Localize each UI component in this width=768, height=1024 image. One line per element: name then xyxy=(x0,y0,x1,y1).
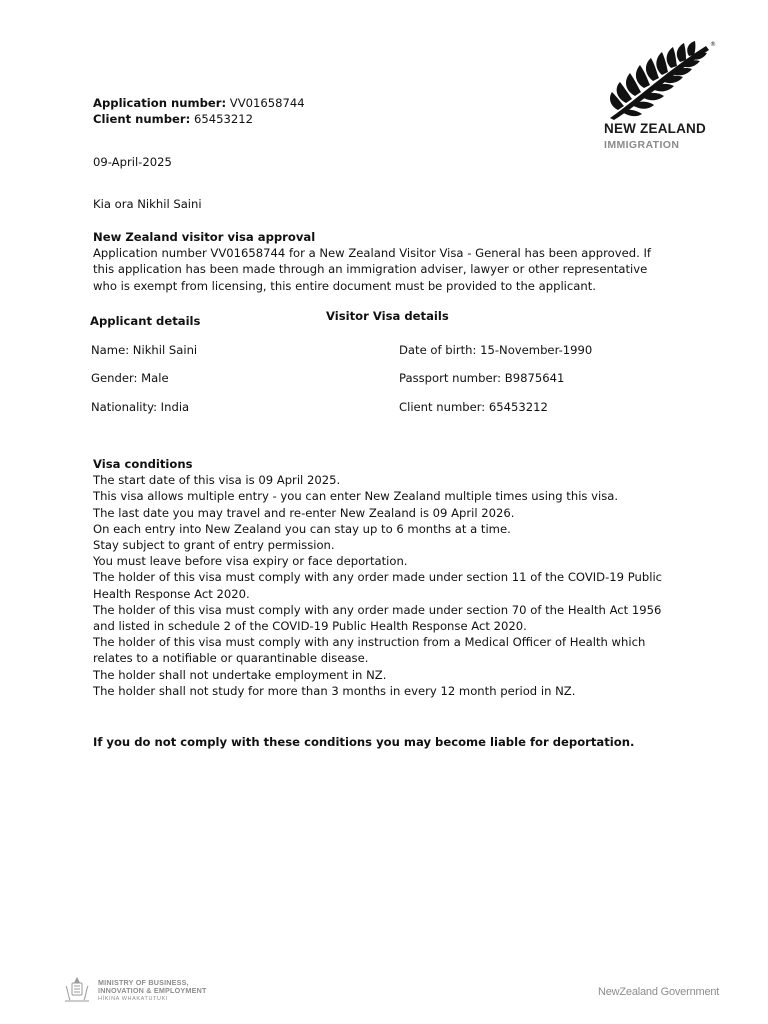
coat-of-arms-icon xyxy=(62,976,92,1004)
logo-text-new-zealand: NEW ZEALAND xyxy=(604,121,706,136)
mbie-logo xyxy=(62,974,242,1006)
applicant-gender: Gender: Male xyxy=(91,371,169,385)
condition-line: Stay subject to grant of entry permission. xyxy=(93,538,335,553)
condition-line: The start date of this visa is 09 April 2025. xyxy=(93,473,341,488)
approval-line: this application has been made through an immigration adviser, lawyer or other representative xyxy=(93,262,648,277)
condition-line: The last date you may travel and re-enter New Zealand is 09 April 2026. xyxy=(93,505,515,520)
silver-fern-icon xyxy=(606,40,718,120)
logo-text-immigration: IMMIGRATION xyxy=(604,139,680,151)
trademark-mark: ® xyxy=(710,41,716,48)
applicant-details-heading: Applicant details xyxy=(90,314,201,328)
details-client-number: Client number: 65453212 xyxy=(399,400,548,414)
client-number-value: 65453212 xyxy=(193,112,253,126)
applicant-nationality: Nationality: India xyxy=(91,400,190,414)
visa-conditions-heading: Visa conditions xyxy=(93,457,193,471)
applicant-name: Name: Nikhil Saini xyxy=(91,343,198,357)
visitor-visa-details-heading: Visitor Visa details xyxy=(326,309,449,323)
application-number-line xyxy=(93,95,305,111)
mbie-text xyxy=(98,979,207,1003)
condition-line: and listed in schedule 2 of the COVID-19 Public Health Response Act 2020. xyxy=(93,619,527,634)
date-of-birth: Date of birth: 15-November-1990 xyxy=(399,343,593,357)
deportation-warning: If you do not comply with these conditions you may become liable for deportation. xyxy=(93,735,635,749)
condition-line: You must leave before visa expiry or face deportation. xyxy=(93,554,408,569)
mbie-line2: INNOVATION & EMPLOYMENT xyxy=(98,986,207,995)
nz-immigration-logo xyxy=(604,40,724,155)
condition-line: The holder of this visa must comply with any order made under section 70 of the Health Act 1956 xyxy=(93,602,662,617)
passport-number: Passport number: B9875641 xyxy=(399,371,565,385)
condition-line: The holder shall not study for more than 3 months in every 12 month period in NZ. xyxy=(93,683,576,698)
approval-line: who is exempt from licensing, this entire document must be provided to the applicant. xyxy=(93,278,596,293)
greeting: Kia ora Nikhil Saini xyxy=(93,197,202,211)
approval-heading: New Zealand visitor visa approval xyxy=(93,230,316,244)
condition-line: This visa allows multiple entry - you can enter New Zealand multiple times using this visa. xyxy=(93,489,619,504)
mbie-line1: MINISTRY OF BUSINESS, xyxy=(98,978,189,987)
application-number-label: Application number: xyxy=(93,96,227,110)
client-number-label: Client number: xyxy=(93,112,191,126)
condition-line: The holder of this visa must comply with any instruction from a Medical Officer of Health which xyxy=(93,635,646,650)
condition-line: The holder shall not undertake employment in NZ. xyxy=(93,667,387,682)
condition-line: On each entry into New Zealand you can stay up to 6 months at a time. xyxy=(93,521,511,536)
condition-line: The holder of this visa must comply with any order made under section 11 of the COVID-19 Public xyxy=(93,570,663,585)
visa-conditions-section xyxy=(93,456,693,699)
condition-line: Health Response Act 2020. xyxy=(93,586,250,601)
nz-government-logo: NewZealand Government xyxy=(598,986,720,998)
client-number-line xyxy=(93,111,253,127)
letter-date: 09-April-2025 xyxy=(93,155,172,169)
approval-section xyxy=(93,229,663,294)
approval-line: Application number VV01658744 for a New Zealand Visitor Visa - General has been approved. If xyxy=(93,246,651,261)
condition-line: relates to a notifiable or quarantinable disease. xyxy=(93,651,369,666)
mbie-line3: HĪKINA WHAKATUTUKI xyxy=(98,996,168,1002)
application-number-value: VV01658744 xyxy=(229,96,305,110)
